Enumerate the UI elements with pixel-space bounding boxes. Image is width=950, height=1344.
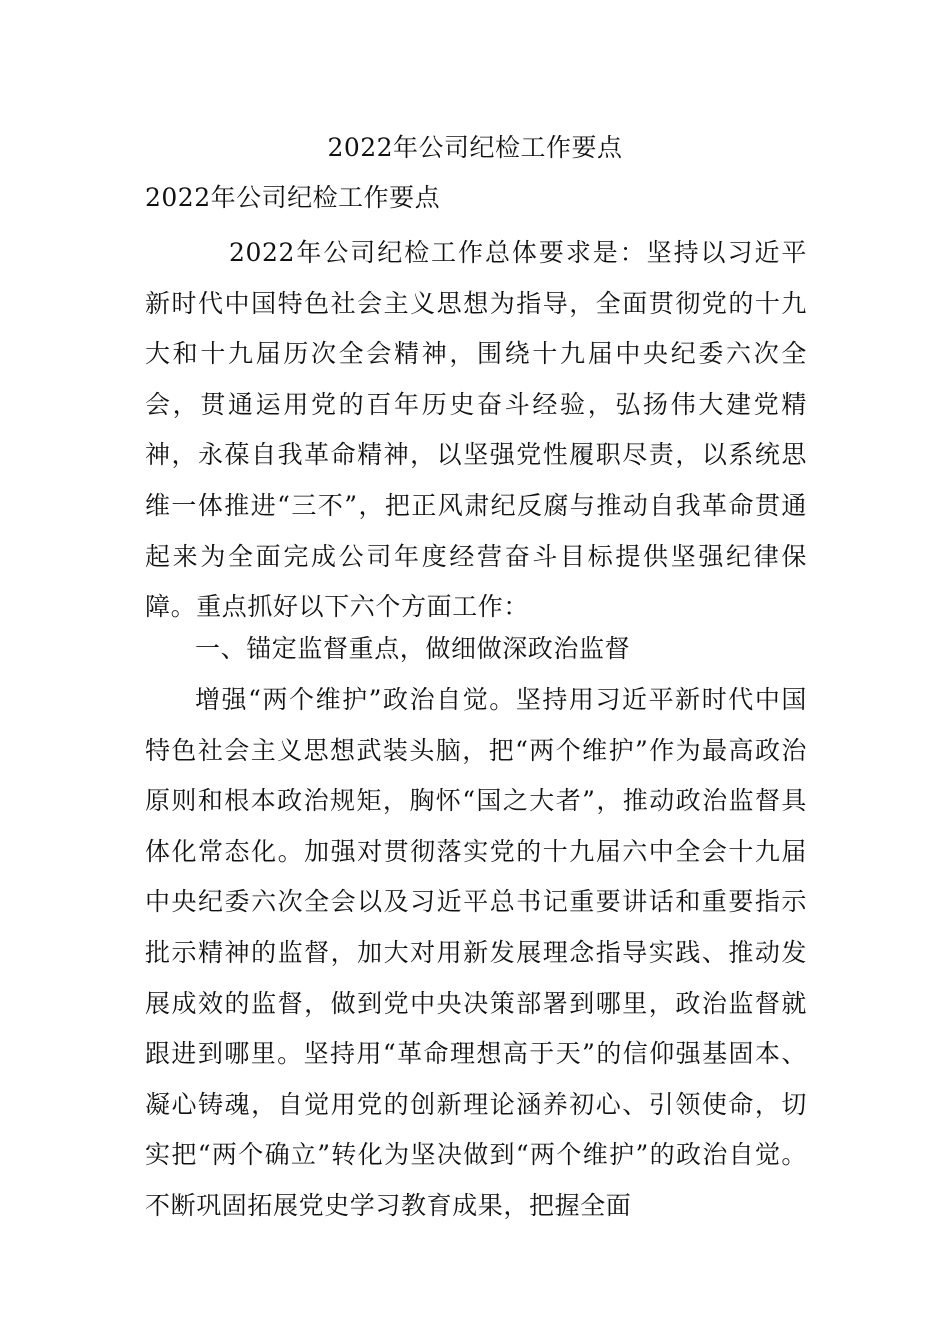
document-subtitle: 2022年公司纪检工作要点 [145,183,441,212]
section-paragraph: 增强“两个维护”政治自觉。坚持用习近平新时代中国特色社会主义思想武装头脑，把“两个维护”作为最高政治原则和根本政治规矩，胸怀“国之大者”，推动政治监督具体化常态化。加强对贯彻落实党的十九届六中全会十九届中央纪委六次全会以及习近平总书记重要讲话和重要指示批示精神的监督，加大对用新发展理念指导实践、推动发展成效的监督，做到党中央决策部署到哪里，政治监督就跟进到哪里。坚持用“革命理想高于天”的信仰强基固本、凝心铸魂，自觉用党的创新理论涵养初心、引领使命，切实把“两个确立”转化为坚决做到“两个维护”的政治自觉。不断巩固拓展党史学习教育成果，把握全面 [145,685,807,1220]
document-title: 2022年公司纪检工作要点 [327,133,623,162]
intro-paragraph: 2022年公司纪检工作总体要求是：坚持以习近平新时代中国特色社会主义思想为指导，全面贯彻党的十九大和十九届历次全会精神，围绕十九届中央纪委六次全会，贯通运用党的百年历史奋斗经验，弘扬伟大建党精神，永葆自我革命精神，以坚强党性履职尽责，以系统思维一体推进“三不”，把正风肃纪反腐与推动自我革命贯通起来为全面完成公司年度经营奋斗目标提供坚强纪律保障。重点抓好以下六个方面工作： [145,238,807,622]
section-heading: 一、锚定监督重点，做细做深政治监督 [195,634,631,663]
